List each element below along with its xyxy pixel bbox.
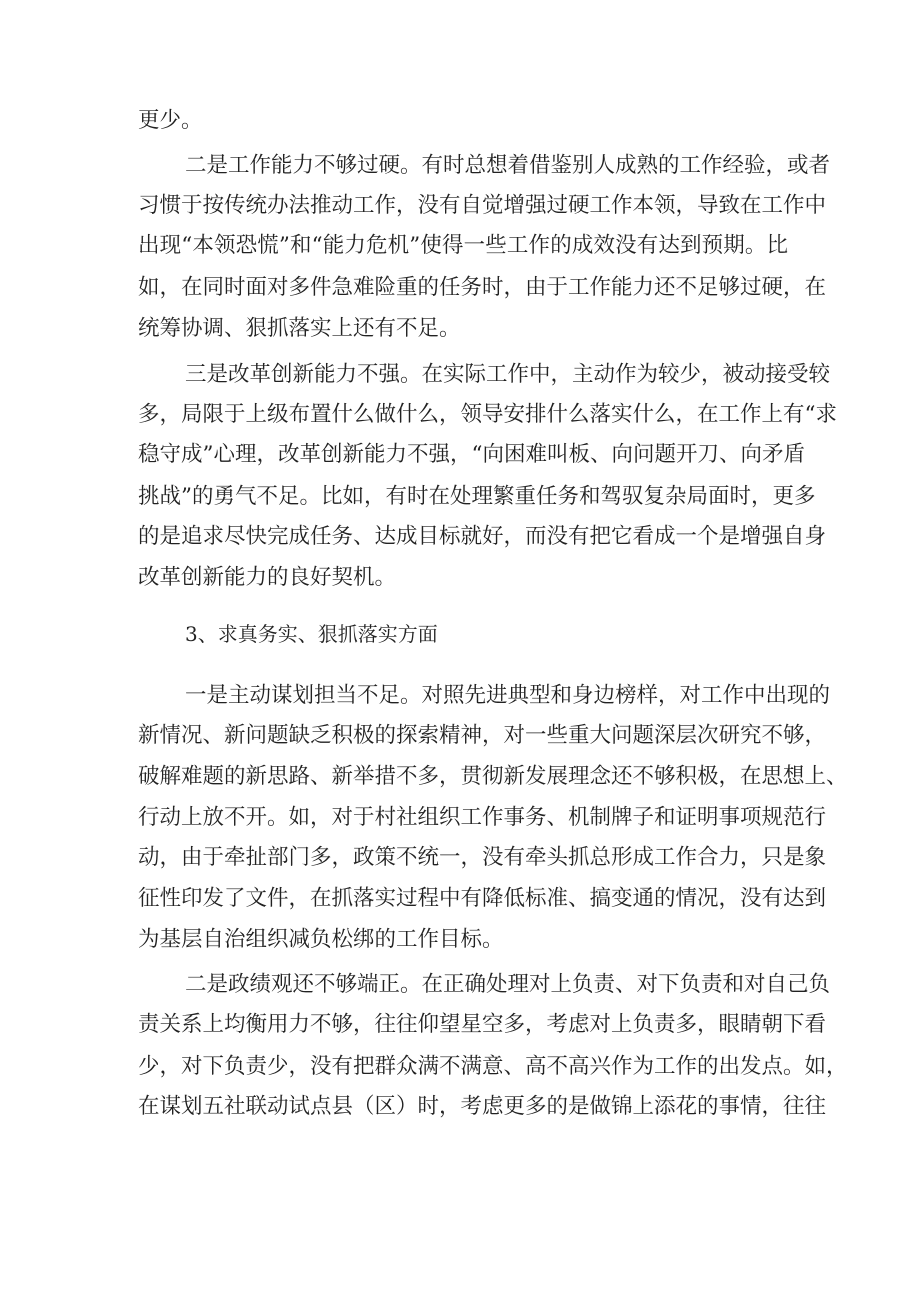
text-line: 改革创新能力的良好契机。 (138, 565, 397, 590)
paragraph-first-line: 一是主动谋划担当不足。对照先进典型和身边榜样，对工作中出现的 (185, 683, 831, 708)
paragraph-first-line: 二是工作能力不够过硬。有时总想着借鉴别人成熟的工作经验，或者 (185, 153, 831, 178)
text-line: 多，局限于上级布置什么做什么，领导安排什么落实什么，在工作上有“求 (138, 402, 837, 427)
text-line: 少，对下负责少，没有把群众满不满意、高不高兴作为工作的出发点。如， (138, 1054, 848, 1079)
text-line: 统筹协调、狠抓落实上还有不足。 (138, 316, 461, 341)
text-line: 行动上放不开。如，对于村社组织工作事务、机制牌子和证明事项规范行 (138, 805, 827, 830)
text-line: 更少。 (138, 108, 203, 133)
text-line: 如，在同时面对多件急难险重的任务时，由于工作能力还不足够过硬，在 (138, 275, 827, 300)
text-line: 新情况、新问题缺乏积极的探索精神，对一些重大问题深层次研究不够， (138, 723, 827, 748)
text-line: 责关系上均衡用力不够，往往仰望星空多，考虑对上负责多，眼睛朝下看 (138, 1012, 827, 1037)
text-line: 在谋划五社联动试点县（区）时，考虑更多的是做锦上添花的事情，往往 (138, 1094, 827, 1119)
text-line: 为基层自治组织减负松绑的工作目标。 (138, 927, 504, 952)
text-line: 征性印发了文件，在抓落实过程中有降低标准、搞变通的情况，没有达到 (138, 886, 827, 911)
paragraph-first-line: 三是改革创新能力不强。在实际工作中，主动作为较少，被动接受较 (185, 362, 831, 387)
text-line: 习惯于按传统办法推动工作，没有自觉增强过硬工作本领，导致在工作中 (138, 193, 827, 218)
text-line: 出现“本领恐慌”和“能力危机”使得一些工作的成效没有达到预期。比 (138, 233, 788, 258)
text-line: 破解难题的新思路、新举措不多，贯彻新发展理念还不够积极，在思想上、 (138, 764, 848, 789)
text-line: 挑战”的勇气不足。比如，有时在处理繁重任务和驾驭复杂局面时，更多 (138, 484, 816, 509)
paragraph-first-line: 二是政绩观还不够端正。在正确处理对上负责、对下负责和对自己负 (185, 972, 831, 997)
section-heading: 3、求真务实、狠抓落实方面 (185, 622, 438, 646)
text-line: 的是追求尽快完成任务、达成目标就好，而没有把它看成一个是增强自身 (138, 524, 827, 549)
text-line: 动，由于牵扯部门多，政策不统一，没有牵头抓总形成工作合力，只是象 (138, 845, 827, 870)
text-line: 稳守成”心理，改革创新能力不强，“向困难叫板、向问题开刀、向矛盾 (138, 442, 805, 467)
